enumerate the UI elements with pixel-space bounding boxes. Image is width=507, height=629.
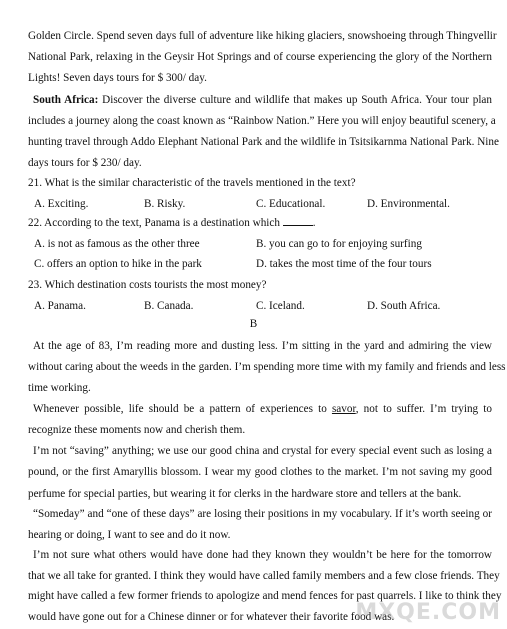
destination-label: South Africa: bbox=[33, 93, 99, 106]
question-22-text: 22. According to the text, Panama is a destination which bbox=[28, 217, 280, 230]
passage-line: recognize these moments now and cherish them. bbox=[28, 423, 246, 436]
option-22-b[interactable]: B. you can go to for enjoying surfing bbox=[256, 237, 422, 250]
option-23-a[interactable]: A. Panama. bbox=[34, 299, 86, 312]
option-23-c[interactable]: C. Iceland. bbox=[256, 299, 305, 312]
passage-line: that we all take for granted. I think they would have called family members and a few close friends. They bbox=[28, 569, 500, 582]
passage-line: hunting travel through Addo Elephant National Park and the wildlife in Tsitsikarnma National Park. Nine bbox=[28, 135, 499, 148]
passage-line: I’m not “saving” anything; we use our good china and crystal for every special event such as losing a bbox=[33, 445, 492, 458]
option-22-a[interactable]: A. is not as famous as the other three bbox=[34, 237, 200, 250]
passage-text: Whenever possible, life should be a pattern of experiences to bbox=[33, 403, 332, 416]
passage-line: perfume for special parties, but wearing it for clerks in the hardware store and tellers at the bank. bbox=[28, 487, 462, 500]
passage-line: time working. bbox=[28, 381, 91, 394]
option-21-a[interactable]: A. Exciting. bbox=[34, 197, 89, 210]
option-23-d[interactable]: D. South Africa. bbox=[367, 299, 441, 312]
passage-text: , not to suffer. I’m trying to bbox=[355, 403, 492, 416]
passage-line: Golden Circle. Spend seven days full of adventure like hiking glaciers, snowshoeing through Thingvellir bbox=[28, 30, 497, 42]
question-21: 21. What is the similar characteristic of the travels mentioned in the text? bbox=[28, 176, 356, 189]
option-22-d[interactable]: D. takes the most time of the four tours bbox=[256, 258, 432, 271]
section-heading: B bbox=[249, 318, 258, 331]
option-23-b[interactable]: B. Canada. bbox=[144, 299, 194, 312]
underlined-word: savor bbox=[331, 403, 356, 416]
question-23: 23. Which destination costs tourists the most money? bbox=[28, 278, 267, 291]
option-22-c[interactable]: C. offers an option to hike in the park bbox=[34, 258, 202, 271]
passage-line bbox=[33, 402, 492, 416]
option-21-b[interactable]: B. Risky. bbox=[144, 197, 186, 210]
passage-line: pound, or the first Amaryllis blossom. I wear my good clothes to the market. I’m not saving my good bbox=[28, 466, 492, 478]
passage-text: Discover the diverse culture and wildlife that makes up South Africa. Your tour plan bbox=[98, 93, 492, 106]
passage-line: National Park, relaxing in the Geysir Hot Springs and of course experiencing the glory of the Northern bbox=[28, 50, 492, 63]
passage-line: without caring about the weeds in the garden. I’m spending more time with my family and friends and less bbox=[28, 361, 506, 374]
answer-blank bbox=[283, 216, 313, 226]
passage-line: At the age of 83, I’m reading more and dusting less. I’m sitting in the yard and admiring the view bbox=[33, 339, 492, 352]
watermark-logo: MXQE.COM bbox=[355, 600, 501, 625]
passage-line: I’m not sure what others would have done had they known they wouldn’t be here for the tomorrow bbox=[33, 549, 492, 562]
passage-line: Lights! Seven days tours for $ 300/ day. bbox=[28, 72, 207, 85]
passage-line: would have gone out for a Chinese dinner or for whatever their favorite food was. bbox=[28, 611, 395, 623]
passage-line: “Someday” and “one of these days” are losing their positions in my vocabulary. If it’s worth seeing or bbox=[33, 508, 492, 521]
question-22: 22. According to the text, Panama is a destination which . bbox=[28, 217, 316, 230]
option-21-c[interactable]: C. Educational. bbox=[256, 197, 326, 210]
passage-line: might have called a few former friends to apologize and mend fences for past quarrels. I like to think they bbox=[28, 590, 502, 603]
passage-line: days tours for $ 230/ day. bbox=[28, 157, 142, 170]
passage-line: includes a journey along the coast known as “Rainbow Nation.” Here you will enjoy beautiful scenery, a bbox=[28, 115, 496, 128]
passage-line bbox=[33, 93, 492, 107]
passage-line: hearing or doing, I want to see and do it now. bbox=[28, 528, 231, 541]
option-21-d[interactable]: D. Environmental. bbox=[367, 197, 450, 210]
